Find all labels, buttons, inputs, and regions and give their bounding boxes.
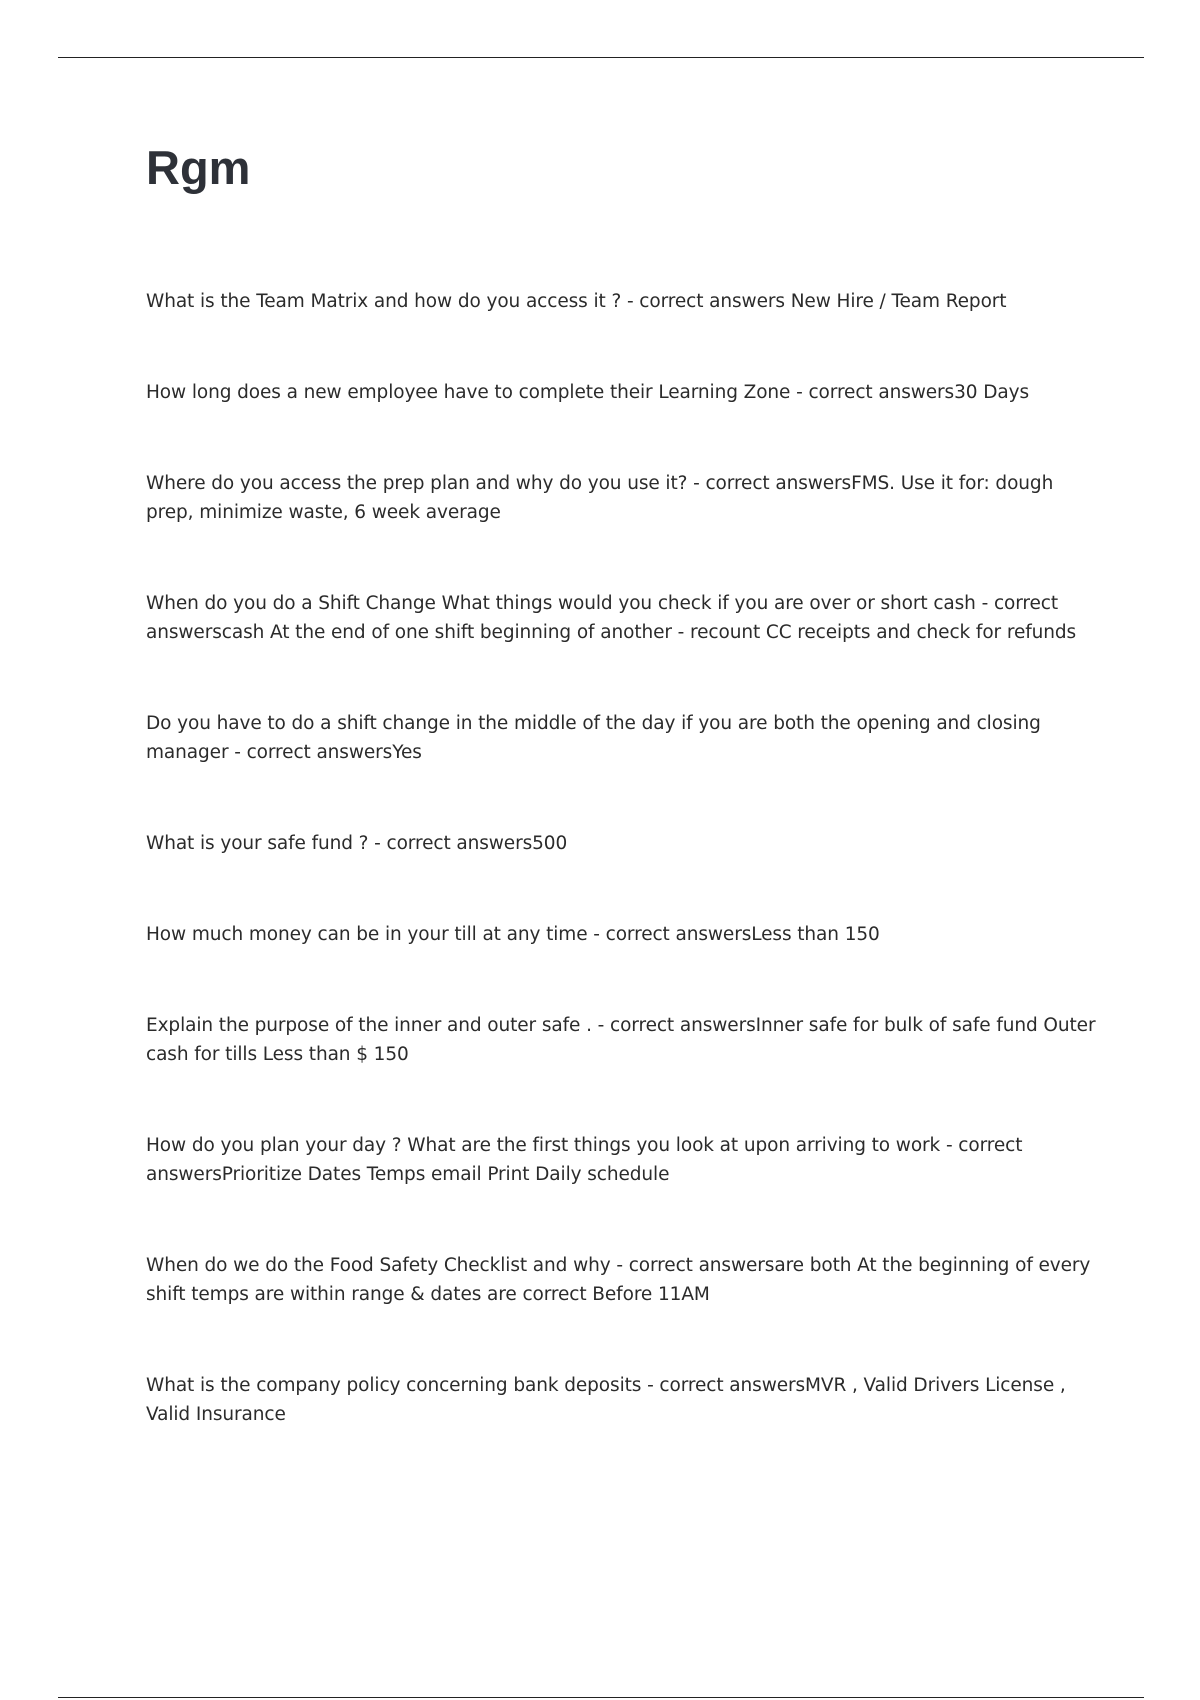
qa-list <box>146 287 1101 1491</box>
qa-item: How long does a new employee have to complete their Learning Zone - correct answers30 Days <box>146 382 1029 403</box>
top-rule <box>58 57 1144 58</box>
qa-item: Do you have to do a shift change in the middle of the day if you are both the opening and closing manager - correct answersYes <box>146 713 1041 763</box>
qa-item: What is the company policy concerning bank deposits - correct answersMVR , Valid Drivers License , Valid Insurance <box>146 1375 1066 1425</box>
qa-item: How much money can be in your till at any time - correct answersLess than 150 <box>146 924 880 945</box>
qa-item: What is the Team Matrix and how do you access it ? - correct answers New Hire / Team Report <box>146 291 1007 312</box>
qa-item: Explain the purpose of the inner and outer safe . - correct answersInner safe for bulk of safe fund Outer cash for tills Less than $ 150 <box>146 1015 1096 1065</box>
qa-item: What is your safe fund ? - correct answers500 <box>146 833 568 854</box>
qa-item: Where do you access the prep plan and why do you use it? - correct answersFMS. Use it for: dough prep, minimize waste, 6 week average <box>146 473 1054 523</box>
qa-item: When do we do the Food Safety Checklist and why - correct answersare both At the beginning of every shift temps are within range & dates are correct Before 11AM <box>146 1255 1091 1305</box>
bottom-rule <box>58 1697 1144 1698</box>
page-title: Rgm <box>146 141 251 194</box>
qa-item: When do you do a Shift Change What things would you check if you are over or short cash - correct answerscash At the end of one shift beginning of another - recount CC receipts and check for refunds <box>146 593 1077 643</box>
qa-item: How do you plan your day ? What are the first things you look at upon arriving to work - correct answersPrioritize Dates Temps email Print Daily schedule <box>146 1135 1023 1185</box>
